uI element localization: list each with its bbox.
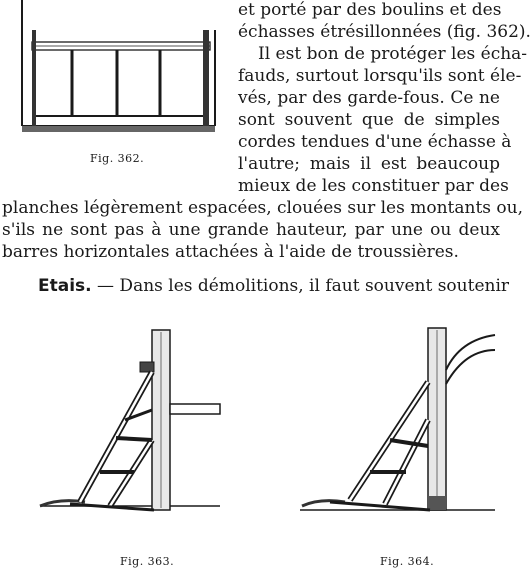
- figure-363: [30, 320, 230, 520]
- section-line: [38, 276, 510, 296]
- paragraph-line: l'autre; mais il est beaucoup: [238, 154, 500, 174]
- paragraph-line: cordes tendues d'une échasse à: [238, 132, 512, 152]
- figure-362-caption: Fig. 362.: [90, 152, 145, 165]
- paragraph-line: s'ils ne sont pas à une grande hauteur, par une ou deux: [2, 220, 500, 240]
- paragraph-line: sont souvent que de simples: [238, 110, 500, 130]
- figure-364-caption: Fig. 364.: [380, 555, 435, 568]
- paragraph-line: vés, par des garde-fous. Ce ne: [238, 88, 500, 108]
- section-text: — Dans les démolitions, il faut souvent soutenir: [91, 276, 510, 296]
- paragraph-line: échasses étrésillonnées (fig. 362).: [238, 22, 531, 42]
- figure-364: [290, 320, 500, 520]
- figure-362: [10, 0, 225, 160]
- section-heading: Etais.: [38, 276, 92, 296]
- paragraph-line: Il est bon de protéger les écha-: [258, 44, 528, 64]
- paragraph-line: et porté par des boulins et des: [238, 0, 502, 20]
- paragraph-line: mieux de les constituer par des: [238, 176, 509, 196]
- paragraph-line: planches légèrement espacées, clouées sur les montants ou,: [2, 198, 524, 218]
- paragraph-line: fauds, surtout lorsqu'ils sont éle-: [238, 66, 522, 86]
- figure-363-caption: Fig. 363.: [120, 555, 175, 568]
- paragraph-line: barres horizontales attachées à l'aide de troussières.: [2, 242, 459, 262]
